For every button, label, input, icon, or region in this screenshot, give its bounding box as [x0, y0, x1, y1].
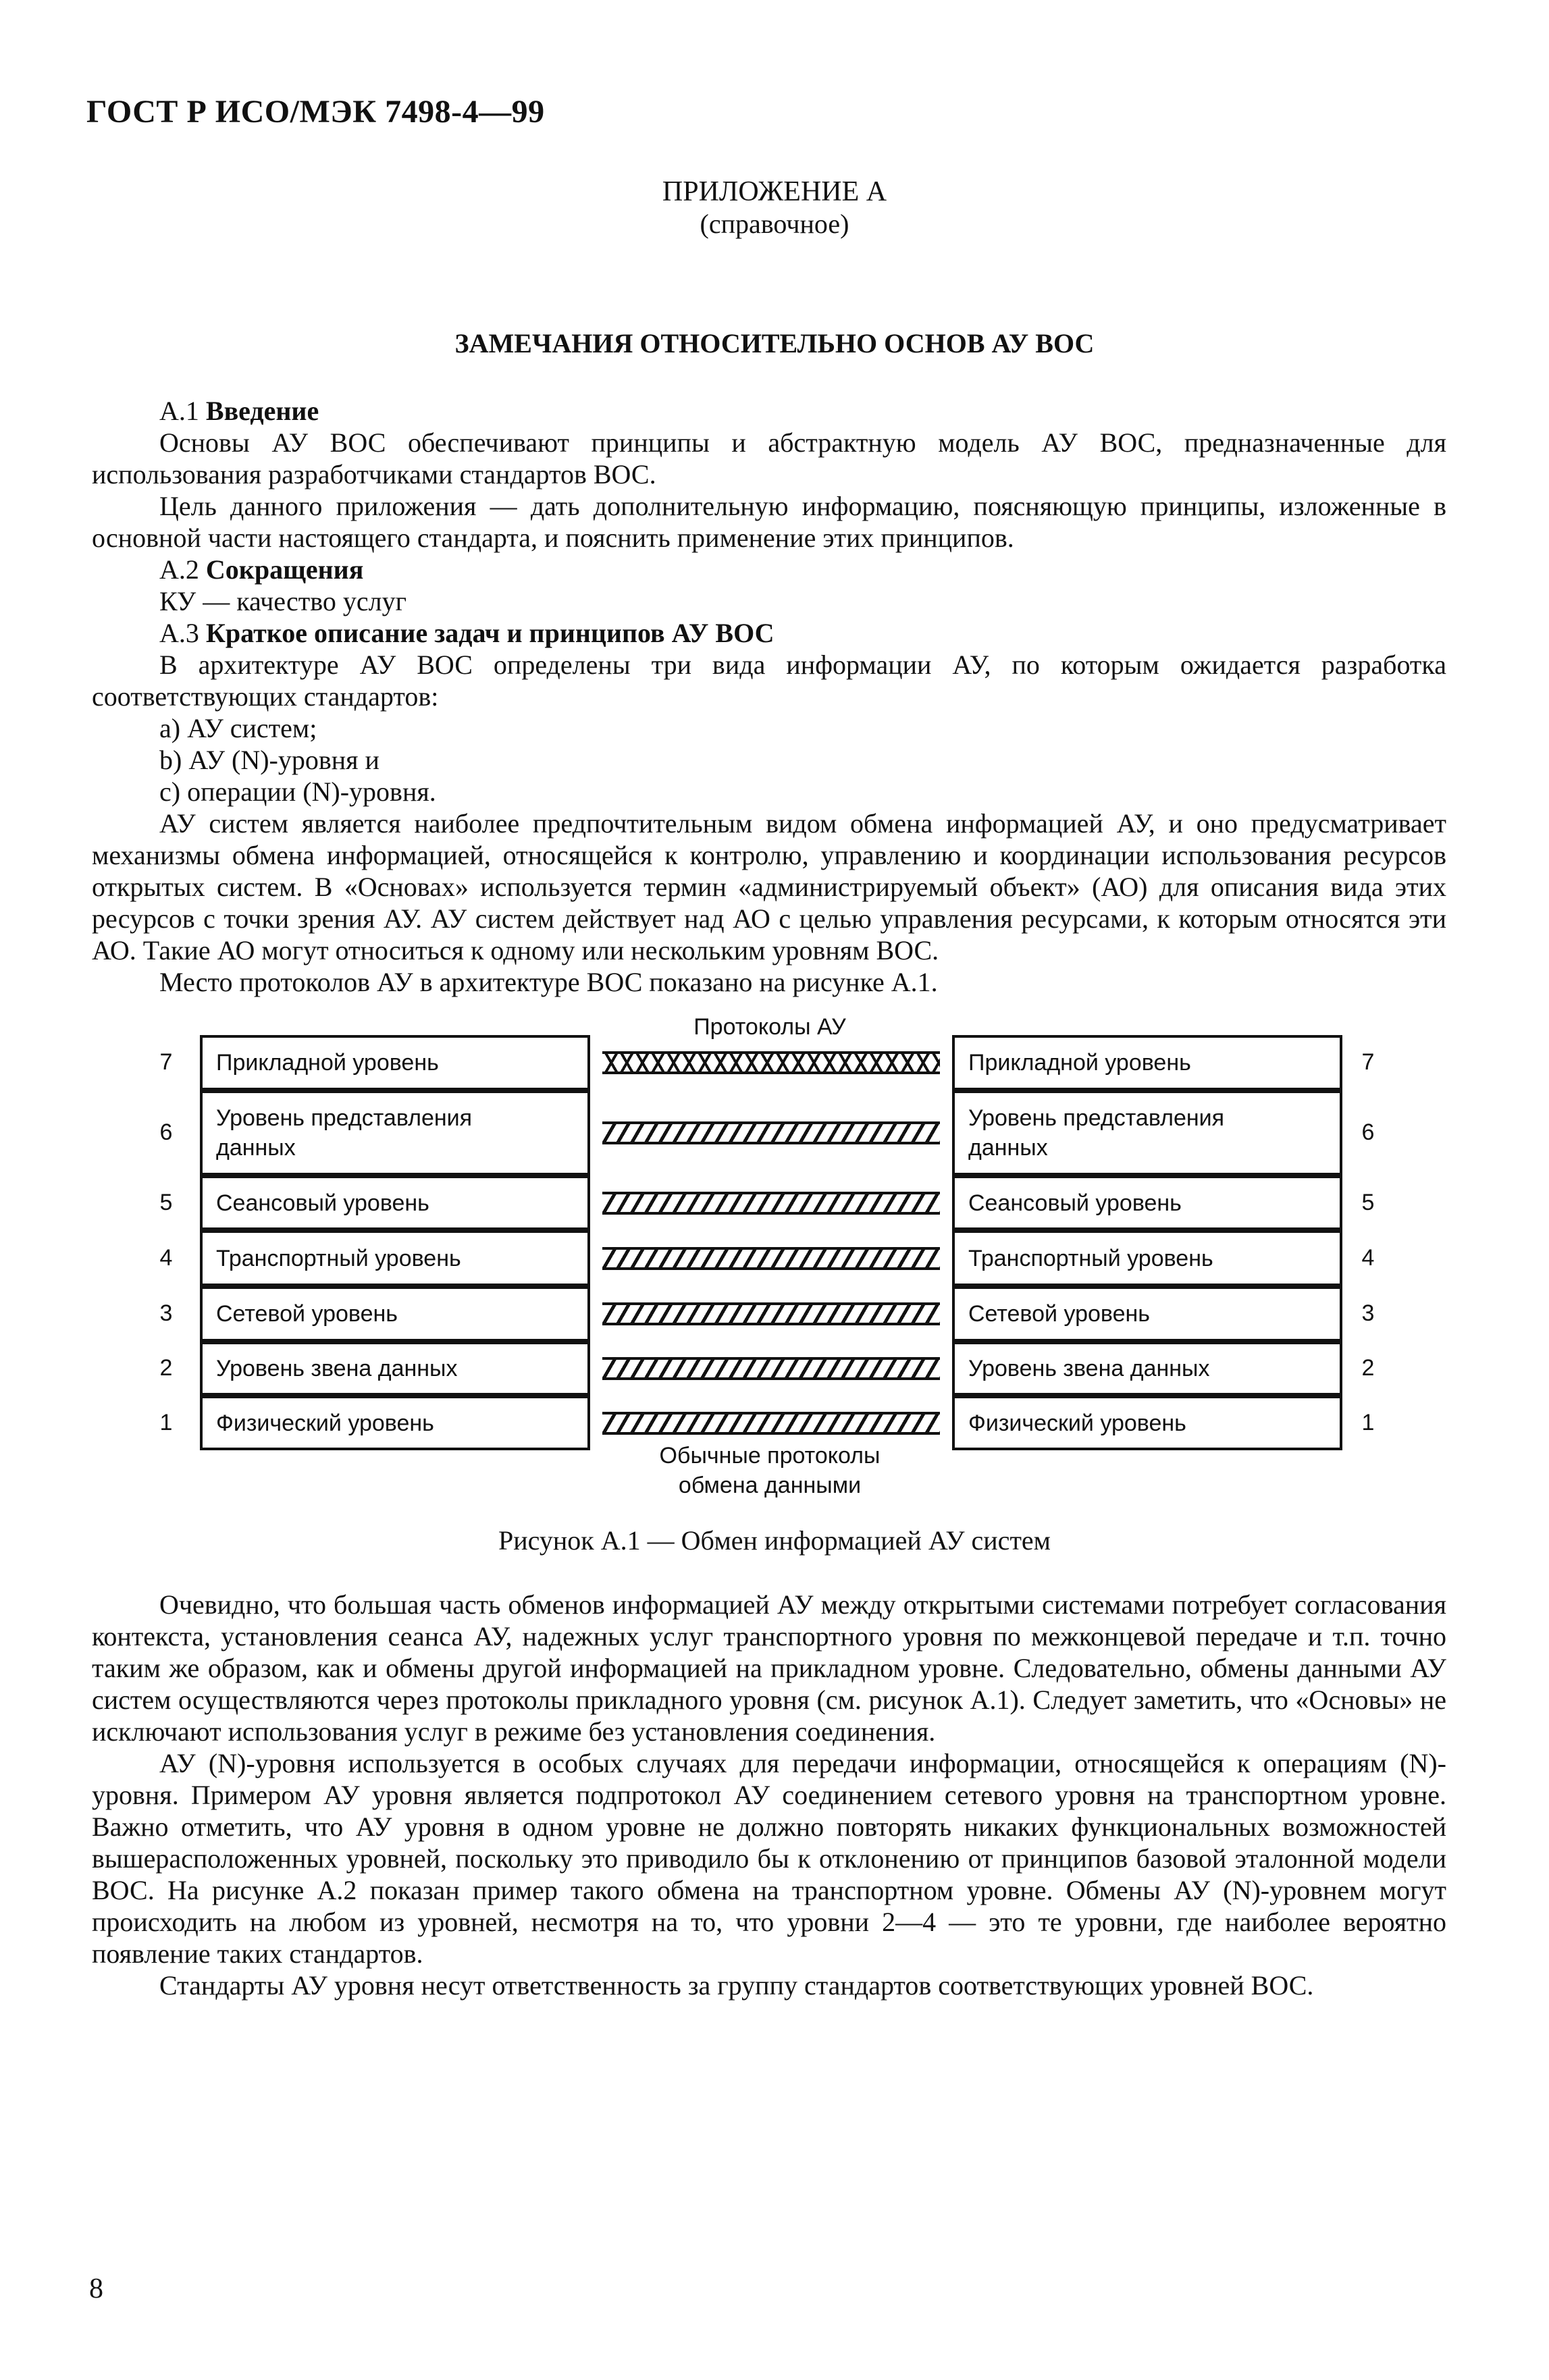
level-number-right: 4: [1361, 1244, 1375, 1271]
list-item: c) операции (N)-уровня.: [159, 776, 436, 807]
layer-box-right: [952, 1342, 1342, 1396]
layer-label: [216, 1244, 461, 1273]
layer-label: [968, 1408, 1186, 1438]
level-number-left: 1: [159, 1409, 173, 1435]
level-number-left: 3: [159, 1300, 173, 1326]
layer-box-right: [952, 1396, 1342, 1450]
paragraph: АУ систем является наиболее предпочтительным видом обмена информацией АУ, и оно предусматривает механизмы обмена информацией, относящейся к контролю, управлению и координации использования ресурсов открытых систем. В «Основах» используется термин «администрируемый объект» (АО) для описания вида этих ресурсов с точки зрения АУ. АУ систем действует над АО с целью управления ресурсами, к которым относятся эти АО. Такие АО могут относиться к одному или нескольким уровням ВОС.: [92, 808, 1446, 966]
section-title: Сокращения: [205, 554, 364, 585]
layer-box-left: [200, 1286, 590, 1342]
list-item: b) АУ (N)-уровня и: [159, 745, 379, 775]
layer-label-line1: Уровень представления: [216, 1105, 473, 1131]
paragraph: Место протоколов АУ в архитектуре ВОС показано на рисунке А.1.: [159, 967, 938, 997]
layer-box-left: [200, 1090, 590, 1175]
level-number-right: 7: [1361, 1049, 1375, 1075]
level-number-left: 7: [159, 1049, 173, 1075]
layer-box-left: [200, 1230, 590, 1286]
level-number-right: 3: [1361, 1300, 1375, 1326]
paragraph: В архитектуре АУ ВОС определены три вида информации АУ, по которым ожидается разработка соответствующих стандартов:: [92, 650, 1446, 712]
layer-label: [968, 1188, 1182, 1218]
figure-caption: Рисунок А.1 — Обмен информацией АУ систем: [498, 1525, 1051, 1556]
layer-box-right: [952, 1035, 1342, 1090]
layer-box-right: [952, 1090, 1342, 1175]
layer-label: [216, 1188, 429, 1218]
body-after-figure: [92, 1589, 1446, 2001]
layer-label: [968, 1244, 1213, 1273]
layer-label-line1: Сеансовый уровень: [216, 1190, 429, 1216]
layer-label: [968, 1299, 1150, 1329]
section-number: А.3: [159, 618, 199, 648]
management-protocol-bar: [602, 1051, 940, 1074]
level-number-left: 4: [159, 1244, 173, 1271]
level-number-right: 1: [1361, 1409, 1375, 1435]
layer-label-line1: Уровень звена данных: [216, 1356, 458, 1381]
paragraph: АУ (N)-уровня используется в особых случаях для передачи информации, относящейся к операциям (N)-уровня. Примером АУ уровня является подпротокол АУ соединением сетевого уровня на транспортном уровне. Важно отметить, что АУ уровня в одном уровне не должно повторять никаких функциональных возможностей вышерасположенных уровней, поскольку это приводило бы к отклонению от принципов базовой эталонной модели ВОС. На рисунке А.2 показан пример такого обмена на транспортном уровне. Обмены АУ (N)-уровнем могут происходить на любом из уровней, несмотря на то, что уровни 2—4 — это те уровни, где наиболее вероятно появление таких стандартов.: [92, 1748, 1446, 1969]
paragraph: Основы АУ ВОС обеспечивают принципы и абстрактную модель АУ ВОС, предназначенные для использования разработчиками стандартов ВОС.: [92, 427, 1446, 490]
layer-label: [216, 1103, 472, 1163]
layer-label: [968, 1103, 1224, 1163]
section-number: А.1: [159, 396, 199, 426]
layer-box-right: [952, 1286, 1342, 1342]
list-item: a) АУ систем;: [159, 713, 317, 743]
annex-subtitle: (справочное): [700, 209, 849, 239]
figure-top-label: Протоколы АУ: [693, 1014, 846, 1040]
layer-box-left: [200, 1175, 590, 1230]
data-protocol-bar: [602, 1121, 940, 1144]
paragraph: Цель данного приложения — дать дополнительную информацию, поясняющую принципы, изложенные в основной части настоящего стандарта, и пояснить применение этих принципов.: [92, 491, 1446, 553]
data-protocol-bar: [602, 1192, 940, 1215]
data-protocol-bar: [602, 1302, 940, 1325]
section-a1-heading: [92, 395, 1446, 427]
layer-box-left: [200, 1035, 590, 1090]
level-number-right: 6: [1361, 1119, 1375, 1145]
data-protocol-bar: [602, 1357, 940, 1380]
layer-label-line1: Сетевой уровень: [968, 1301, 1150, 1327]
section-title: Краткое описание задач и принципов АУ ВОС: [205, 618, 774, 648]
annex-title: ПРИЛОЖЕНИЕ А: [662, 176, 887, 207]
layer-label-line2: данных: [216, 1135, 296, 1161]
level-number-left: 2: [159, 1355, 173, 1381]
paragraph: Очевидно, что большая часть обменов информацией АУ между открытыми системами потребует согласования контекста, установления сеанса АУ, надежных услуг транспортного уровня по межконцевой передаче и т.п. точно таким же образом, как и обмены другой информацией на прикладном уровне. Следовательно, обмены данными АУ систем осуществляются через протоколы прикладного уровня (см. рисунок А.1). Следует заметить, что «Основы» не исключают использования услуг в режиме без установления соединения.: [92, 1589, 1446, 1747]
layer-label: [216, 1354, 457, 1383]
layer-label: [216, 1408, 434, 1438]
layer-label-line1: Прикладной уровень: [216, 1050, 439, 1076]
layer-label-line1: Транспортный уровень: [968, 1245, 1213, 1271]
layer-box-left: [200, 1396, 590, 1450]
layer-box-left: [200, 1342, 590, 1396]
layer-label-line1: Прикладной уровень: [968, 1050, 1191, 1076]
layer-label-line1: Сеансовый уровень: [968, 1190, 1182, 1216]
layer-label: [216, 1048, 439, 1078]
layer-label-line2: данных: [968, 1135, 1048, 1161]
layer-box-right: [952, 1230, 1342, 1286]
section-number: А.2: [159, 554, 199, 585]
layer-label: [968, 1354, 1209, 1383]
section-title: Введение: [205, 396, 319, 426]
data-protocol-bar: [602, 1412, 940, 1435]
layer-label-line1: Сетевой уровень: [216, 1301, 398, 1327]
layer-label: [968, 1048, 1191, 1078]
layer-label-line1: Транспортный уровень: [216, 1245, 461, 1271]
section-a3-heading: [92, 617, 1446, 649]
level-number-left: 5: [159, 1189, 173, 1215]
figure-bottom-label-line2: обмена данными: [678, 1473, 862, 1498]
level-number-left: 6: [159, 1119, 173, 1145]
layer-label-line1: Физический уровень: [216, 1410, 434, 1436]
abbreviation-item: КУ — качество услуг: [159, 586, 407, 616]
layer-label-line1: Уровень представления: [968, 1105, 1225, 1131]
layer-box-right: [952, 1175, 1342, 1230]
section-a2-heading: [92, 554, 1446, 585]
body-before-figure: [92, 395, 1446, 998]
annex-heading: ЗАМЕЧАНИЯ ОТНОСИТЕЛЬНО ОСНОВ АУ ВОС: [454, 328, 1095, 359]
figure-bottom-label-line1: Обычные протоколы: [659, 1443, 881, 1469]
page-header: ГОСТ Р ИСО/МЭК 7498-4—99: [86, 94, 545, 130]
level-number-right: 2: [1361, 1355, 1375, 1381]
layer-label-line1: Уровень звена данных: [968, 1356, 1210, 1381]
level-number-right: 5: [1361, 1189, 1375, 1215]
layer-label: [216, 1299, 398, 1329]
layer-label-line1: Физический уровень: [968, 1410, 1186, 1436]
paragraph: Стандарты АУ уровня несут ответственность за группу стандартов соответствующих уровней ВОС.: [159, 1970, 1314, 2001]
page-number: 8: [89, 2273, 103, 2304]
data-protocol-bar: [602, 1247, 940, 1270]
